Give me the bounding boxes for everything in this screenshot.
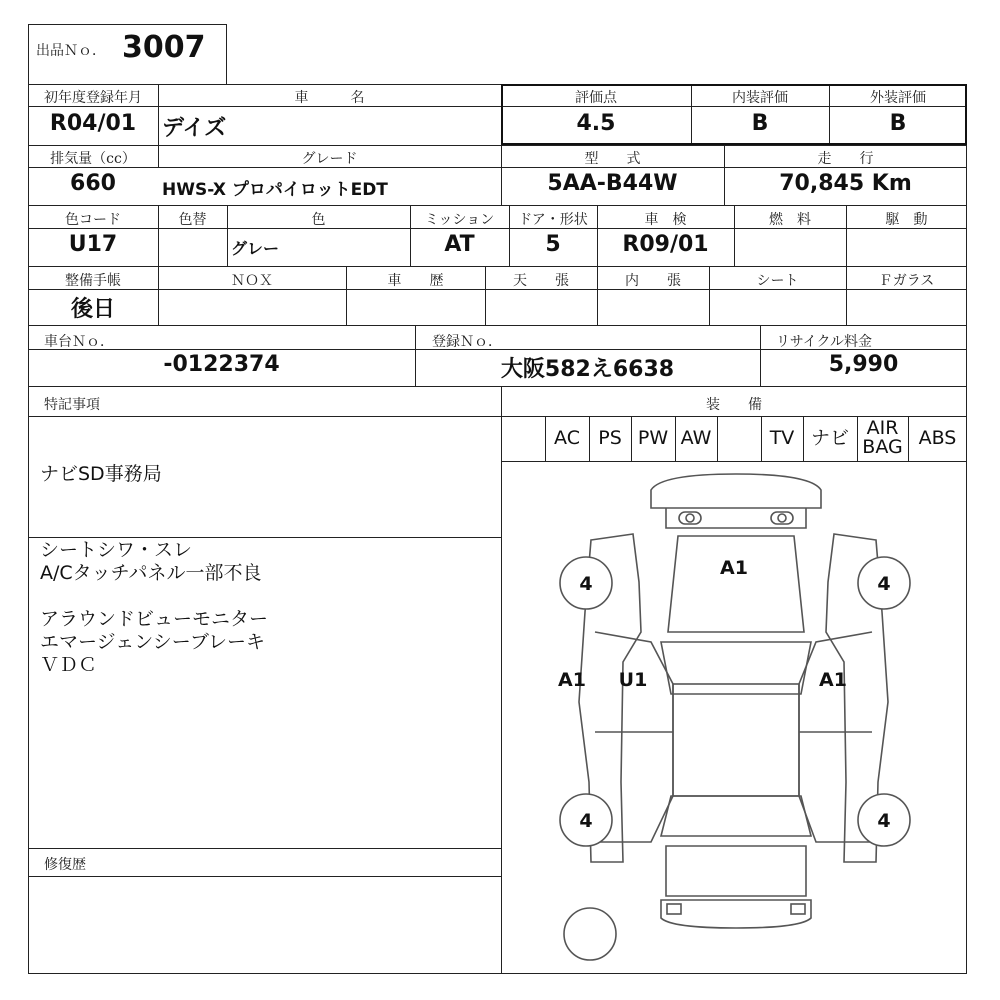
plate-label: 登録Ｎｏ． — [432, 334, 502, 350]
tire-fl-mark: 4 — [579, 573, 593, 595]
grade-value: HWS-X プロパイロットEDT — [162, 180, 388, 200]
lot-number: 3007 — [122, 30, 206, 65]
roof-label: 天 張 — [513, 273, 569, 289]
tire-fr-mark: 4 — [877, 573, 891, 595]
car-name-label: 車 名 — [294, 90, 365, 106]
recycle-value: 5,990 — [828, 352, 899, 377]
door-label: ドア・形状 — [518, 212, 588, 228]
recycle-label: リサイクル料金 — [776, 334, 873, 350]
model-value: 5AA-B44W — [547, 171, 678, 196]
equipment-airbag: AIR BAG — [862, 417, 903, 458]
equipment-aw: AW — [680, 427, 712, 449]
repair-history-label: 修復歴 — [44, 857, 86, 873]
notes-line-1: ナビSD事務局 — [40, 463, 162, 485]
left-side-mark: A1 — [558, 669, 586, 691]
mission-label: ミッション — [424, 212, 495, 228]
manual-label: 整備手帳 — [65, 273, 121, 289]
interior-value: B — [751, 111, 769, 136]
exterior-value: B — [889, 111, 907, 136]
chassis-value: -0122374 — [163, 352, 280, 377]
roof-outline — [673, 684, 799, 796]
registration-value: R04/01 — [49, 111, 137, 136]
lot-number-label: 出品Ｎｏ． — [36, 43, 106, 59]
rear-bumper-outline — [661, 900, 811, 928]
manual-value: 後日 — [70, 297, 115, 322]
recolor-label: 色替 — [178, 212, 207, 228]
color-code-label: 色コード — [65, 212, 121, 228]
interior-label: 内装評価 — [732, 90, 788, 106]
equipment-abs: ABS — [918, 427, 957, 449]
notes-block-2: シートシワ・スレ A/Cタッチパネル一部不良 アラウンドビューモニター エマージェンシーブレーキ ＶＤＣ — [40, 539, 269, 676]
drive-label: 駆 動 — [885, 212, 928, 228]
front-bumper-outline — [651, 474, 821, 508]
notes-label: 特記事項 — [44, 397, 100, 413]
car-damage-diagram — [501, 462, 966, 973]
inner-label: 内 張 — [625, 273, 681, 289]
displacement-value: 660 — [70, 171, 116, 196]
equipment-label: 装 備 — [706, 397, 762, 413]
model-label: 型 式 — [584, 151, 641, 167]
color-code-value: U17 — [68, 232, 118, 257]
equipment-pw: PW — [637, 427, 669, 449]
history-label: 車 歴 — [387, 273, 444, 289]
right-side-mark: A1 — [819, 669, 847, 691]
score-label: 評価点 — [575, 90, 617, 106]
nox-label: ＮＯＸ — [231, 273, 273, 289]
mileage-label: 走 行 — [817, 151, 874, 167]
displacement-label: 排気量（cc） — [50, 151, 136, 167]
inspection-label: 車 検 — [644, 212, 687, 228]
mileage-value: 70,845 Km — [779, 171, 912, 196]
score-value: 4.5 — [576, 111, 616, 136]
color-value: グレー — [231, 239, 280, 258]
equipment-ac: AC — [554, 427, 580, 449]
plate-value: 大阪582え6638 — [500, 357, 675, 382]
left-inner-mark: U1 — [618, 669, 648, 691]
chassis-label: 車台Ｎｏ． — [44, 334, 114, 350]
equipment-ps: PS — [598, 427, 622, 449]
spare-tire — [564, 908, 616, 960]
grade-label: グレード — [301, 151, 358, 167]
glass-label: Ｆガラス — [878, 273, 935, 289]
inspection-value: R09/01 — [622, 232, 709, 257]
hood-outline — [668, 536, 804, 632]
tire-rl-mark: 4 — [579, 810, 593, 832]
seat-label: シート — [756, 273, 799, 289]
tire-rr-mark: 4 — [877, 810, 891, 832]
fuel-label: 燃 料 — [769, 212, 811, 228]
hood-mark: A1 — [720, 557, 748, 579]
color-label: 色 — [311, 212, 326, 228]
mission-value: AT — [444, 232, 475, 257]
door-value: 5 — [545, 232, 561, 257]
equipment-navi: ナビ — [810, 427, 849, 449]
exterior-label: 外装評価 — [870, 90, 926, 106]
car-name-value: デイズ — [162, 116, 227, 141]
registration-label: 初年度登録年月 — [44, 90, 142, 106]
equipment-tv: TV — [769, 427, 795, 449]
